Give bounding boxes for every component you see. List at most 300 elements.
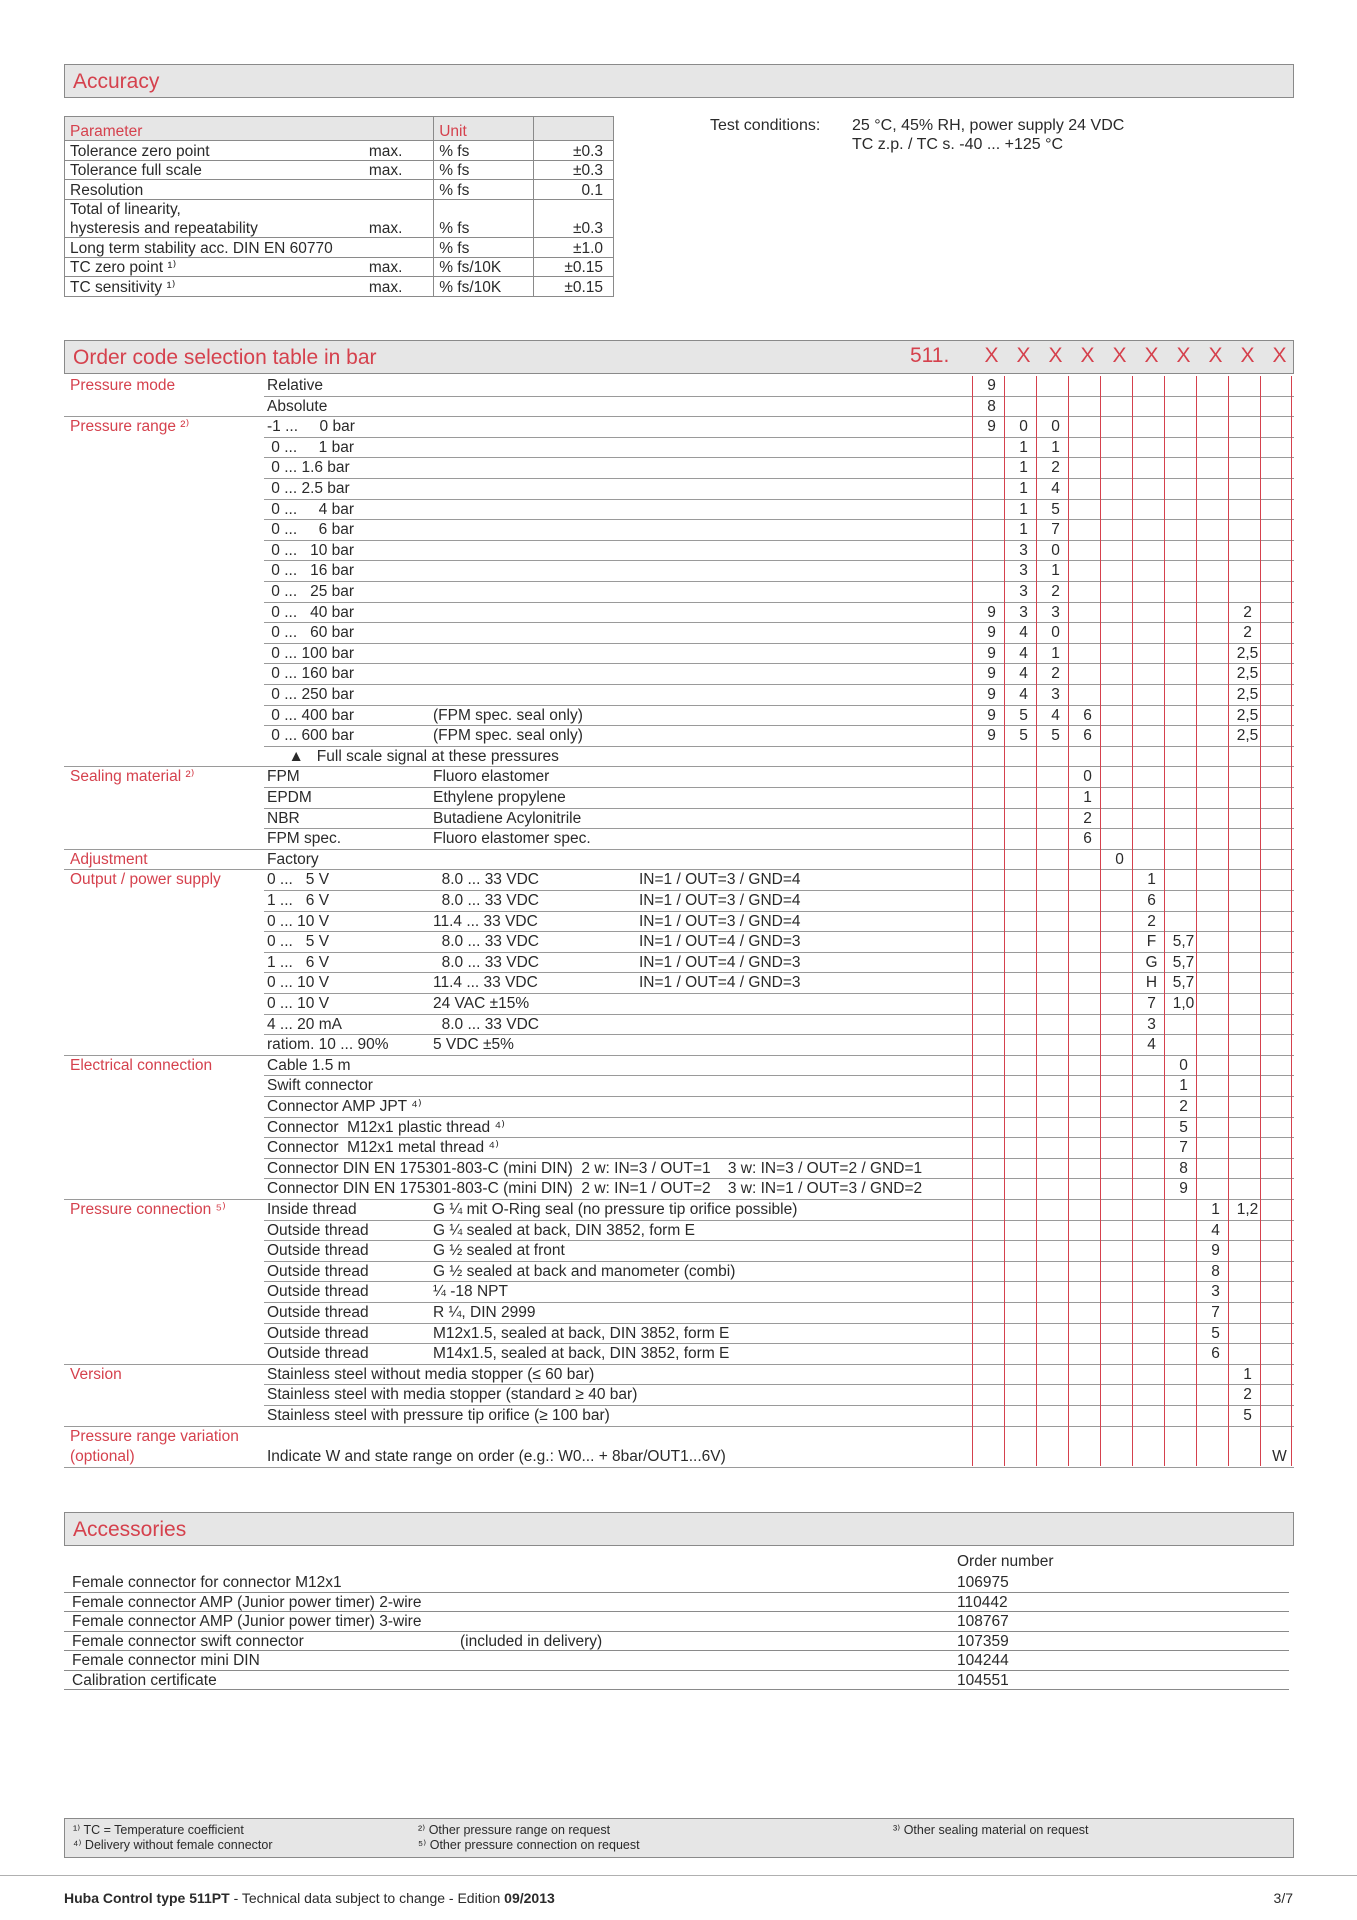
description: 0 ... 16 bar	[267, 562, 355, 580]
order-row	[64, 520, 1294, 541]
code-cell: 1	[1051, 644, 1060, 662]
order-number: 104551	[957, 1671, 1009, 1689]
detail: (FPM spec. seal only)	[433, 727, 583, 745]
description: Outside thread	[267, 1283, 369, 1301]
test-conditions-label: Test conditions:	[710, 117, 821, 134]
detail: R ¼, DIN 2999	[433, 1304, 536, 1321]
code-cell: F	[1146, 933, 1157, 951]
code-cell: 2	[1083, 809, 1092, 827]
code-cell: 9	[987, 624, 996, 642]
order-number: 106975	[957, 1574, 1009, 1591]
code-cell: 7	[1147, 995, 1156, 1012]
code-cell: 7	[1211, 1304, 1220, 1321]
code-cell: 2,5	[1236, 644, 1259, 662]
code-cell: 4	[1019, 624, 1028, 642]
code-cell: 2	[1243, 1386, 1252, 1404]
code-cell: 3	[1019, 603, 1028, 621]
accuracy-table-header	[65, 117, 614, 141]
category-label: Version	[70, 1365, 122, 1383]
description: 0 ... 40 bar	[267, 603, 355, 621]
qualifier-cell: max.	[364, 277, 434, 297]
description: Stainless steel with media stopper (standard ≥ 40 bar)	[267, 1386, 638, 1404]
code-cell: 5,7	[1172, 974, 1195, 992]
accessory-row	[64, 1632, 1289, 1652]
pin-assignment: IN=1 / OUT=4 / GND=3	[639, 953, 801, 971]
order-row	[64, 1365, 1294, 1386]
code-cell: 1	[1243, 1365, 1252, 1383]
order-row	[64, 1179, 1294, 1200]
accuracy-row	[65, 277, 614, 297]
pin-assignment: IN=1 / OUT=4 / GND=3	[639, 933, 801, 951]
order-row	[64, 953, 1294, 974]
order-row	[64, 912, 1294, 933]
detail: G ¼ mit O-Ring seal (no pressure tip orifice possible)	[433, 1201, 798, 1218]
order-row	[64, 1076, 1294, 1097]
description: 0 ... 10 V	[267, 995, 330, 1012]
description: Outside thread	[267, 1304, 369, 1321]
code-cell: 3	[1211, 1283, 1220, 1301]
unit-cell: % fs/10K	[434, 257, 534, 277]
order-row	[64, 870, 1294, 891]
code-cell: 9	[1179, 1180, 1188, 1198]
order-row	[64, 788, 1294, 809]
unit-header: Unit	[434, 117, 534, 141]
parameter-cell: Resolution	[65, 180, 364, 200]
order-row	[64, 458, 1294, 479]
accessories-title: Accessories	[73, 1518, 187, 1541]
code-cell: 0	[1051, 541, 1060, 559]
pin-assignment: IN=1 / OUT=3 / GND=4	[639, 892, 801, 909]
order-code-position-9: X	[1240, 344, 1255, 367]
footer-edition: 09/2013	[504, 1890, 555, 1906]
footnote-1: ¹⁾ TC = Temperature coefficient	[73, 1823, 244, 1837]
order-row	[64, 603, 1294, 624]
code-cell: 1	[1051, 438, 1060, 456]
description: 0 ... 2.5 bar	[267, 480, 350, 497]
category-label: Adjustment	[70, 850, 148, 868]
order-row	[64, 767, 1294, 788]
qualifier-cell	[364, 199, 434, 218]
accessory-name: Female connector swift connector	[72, 1632, 304, 1650]
column-divider	[1164, 376, 1165, 1466]
description: 0 ... 100 bar	[267, 644, 355, 662]
parameter-cell: hysteresis and repeatability	[65, 218, 364, 238]
order-row	[64, 1097, 1294, 1118]
category-label: Pressure range ²⁾	[70, 418, 190, 436]
description: ratiom. 10 ... 90%	[267, 1036, 389, 1054]
code-cell: 4	[1019, 644, 1028, 662]
description: 0 ... 600 bar	[267, 727, 355, 745]
order-row	[64, 1447, 1294, 1468]
order-row	[64, 747, 1294, 768]
code-cell: 5	[1019, 727, 1028, 745]
accuracy-row	[65, 218, 614, 238]
code-cell: 2	[1051, 583, 1060, 600]
code-cell: 5	[1051, 500, 1060, 518]
code-cell: 2	[1243, 603, 1252, 621]
description: Connector DIN EN 175301-803-C (mini DIN) 2 w: IN=3 / OUT=1 3 w: IN=3 / OUT=2 / GND=1	[267, 1159, 923, 1177]
order-row	[64, 644, 1294, 665]
category-label: Output / power supply	[70, 871, 221, 889]
order-row	[64, 479, 1294, 500]
value-cell: ±0.3	[534, 218, 614, 238]
unit-cell: % fs	[434, 218, 534, 238]
column-divider	[1068, 376, 1069, 1466]
accessory-name: Female connector for connector M12x1	[72, 1574, 342, 1591]
unit-cell: % fs	[434, 180, 534, 200]
unit-cell: % fs	[434, 141, 534, 161]
code-cell: 4	[1019, 686, 1028, 703]
code-cell: 6	[1083, 706, 1092, 724]
code-cell: 5	[1019, 706, 1028, 724]
code-cell: 1	[1019, 459, 1028, 477]
description: 0 ... 10 V	[267, 974, 330, 992]
order-code-prefix: 511.	[910, 344, 950, 367]
order-code-position-5: X	[1112, 344, 1127, 367]
order-row	[64, 685, 1294, 706]
order-row	[64, 850, 1294, 871]
category-label: Pressure mode	[70, 377, 176, 394]
order-row	[64, 1324, 1294, 1345]
description: Outside thread	[267, 1221, 369, 1239]
parameter-cell: TC sensitivity ¹⁾	[65, 277, 364, 297]
value-header	[534, 117, 614, 141]
accessory-row	[64, 1651, 1289, 1671]
code-cell: 2,5	[1236, 706, 1259, 724]
code-cell: 0	[1051, 418, 1060, 436]
footnote-5: ⁵⁾ Other pressure connection on request	[418, 1838, 640, 1852]
code-cell: 2	[1147, 912, 1156, 930]
description: Outside thread	[267, 1242, 369, 1260]
order-code-position-4: X	[1080, 344, 1095, 367]
accessory-note: (included in delivery)	[460, 1632, 603, 1650]
code-cell: 4	[1051, 480, 1060, 497]
code-cell: 6	[1147, 892, 1156, 909]
code-cell: 9	[987, 377, 996, 394]
order-row	[64, 397, 1294, 418]
code-cell: H	[1145, 974, 1158, 992]
code-cell: 3	[1019, 541, 1028, 559]
order-row	[64, 1138, 1294, 1159]
code-cell: 3	[1019, 562, 1028, 580]
description: ▲ Full scale signal at these pressures	[267, 747, 559, 765]
accuracy-header	[64, 64, 1294, 98]
column-divider	[1004, 376, 1005, 1466]
code-cell: 2,5	[1236, 665, 1259, 683]
description: Outside thread	[267, 1324, 369, 1342]
order-row	[64, 500, 1294, 521]
order-row	[64, 1241, 1294, 1262]
order-row	[64, 582, 1294, 603]
column-divider	[972, 376, 973, 1466]
order-code-position-10: X	[1272, 344, 1287, 367]
qualifier-cell: max.	[368, 220, 403, 237]
description: 1 ... 6 V	[267, 892, 330, 909]
order-row	[64, 664, 1294, 685]
accuracy-row	[65, 199, 614, 218]
description: Stainless steel with pressure tip orifice (≥ 100 bar)	[267, 1407, 610, 1424]
description: Factory	[267, 850, 319, 868]
accuracy-row	[65, 257, 614, 277]
code-cell: 0	[1179, 1056, 1188, 1074]
description: 0 ... 4 bar	[267, 500, 355, 518]
code-cell: 2	[1179, 1098, 1188, 1115]
order-row	[64, 932, 1294, 953]
footer-divider	[0, 1875, 1357, 1876]
column-divider	[1228, 376, 1229, 1466]
order-row	[64, 623, 1294, 644]
code-cell: 8	[987, 397, 996, 415]
detail: 8.0 ... 33 VDC	[433, 871, 539, 889]
accessory-name: Female connector mini DIN	[72, 1652, 260, 1669]
code-cell: 5	[1179, 1118, 1188, 1136]
order-code-position-3: X	[1048, 344, 1063, 367]
parameter-header: Parameter	[65, 117, 364, 141]
code-cell: 2	[1051, 459, 1060, 477]
description: FPM spec.	[267, 830, 342, 848]
order-row	[64, 1159, 1294, 1180]
detail: Fluoro elastomer spec.	[433, 830, 591, 848]
parameter-cell: TC zero point ¹⁾	[65, 257, 364, 277]
code-cell: 1	[1083, 789, 1092, 806]
description: Inside thread	[267, 1201, 357, 1218]
order-code-position-7: X	[1176, 344, 1191, 367]
detail: G ½ sealed at back and manometer (combi)	[433, 1262, 736, 1280]
value-cell: ±0.15	[534, 277, 614, 297]
order-row	[64, 973, 1294, 994]
description: 0 ... 1.6 bar	[267, 459, 350, 477]
unit-cell	[434, 199, 534, 218]
detail: 5 VDC ±5%	[433, 1036, 514, 1054]
code-cell: 1	[1051, 562, 1060, 580]
description: 0 ... 10 V	[267, 912, 330, 930]
order-row	[64, 994, 1294, 1015]
detail: Butadiene Acylonitrile	[433, 809, 582, 827]
footnotes-box	[64, 1818, 1294, 1858]
description: Stainless steel without media stopper (≤ 60 bar)	[267, 1365, 595, 1383]
qualifier-header	[364, 117, 434, 141]
order-row	[64, 1385, 1294, 1406]
description: Connector M12x1 metal thread ⁴⁾	[267, 1139, 499, 1157]
footer-brand: Huba Control type 511PT	[64, 1890, 230, 1906]
detail: 8.0 ... 33 VDC	[433, 933, 539, 951]
qualifier-cell	[364, 238, 434, 258]
code-cell: 9	[987, 418, 996, 436]
description: Outside thread	[267, 1345, 369, 1363]
unit-cell: % fs	[434, 238, 534, 258]
qualifier-cell: max.	[364, 141, 434, 161]
qualifier-cell	[364, 180, 434, 200]
description: -1 ... 0 bar	[267, 418, 355, 436]
accessory-name: Female connector AMP (Junior power timer) 3-wire	[72, 1613, 422, 1630]
order-row	[64, 1200, 1294, 1221]
detail: M12x1.5, sealed at back, DIN 3852, form E	[433, 1324, 730, 1342]
description: 0 ... 25 bar	[267, 583, 355, 600]
detail: M14x1.5, sealed at back, DIN 3852, form E	[433, 1345, 730, 1363]
order-row	[64, 809, 1294, 830]
accuracy-table	[64, 116, 614, 297]
footer-note: - Technical data subject to change - Edition	[229, 1890, 505, 1906]
description: Outside thread	[267, 1262, 369, 1280]
order-row	[64, 726, 1294, 747]
order-row	[64, 417, 1294, 438]
code-cell: 4	[1051, 706, 1060, 724]
code-cell: 1	[1211, 1201, 1220, 1218]
code-cell: 0	[1083, 768, 1092, 786]
code-cell: 8	[1211, 1262, 1220, 1280]
accessory-name: Calibration certificate	[72, 1671, 217, 1689]
code-cell: 2,5	[1236, 686, 1259, 703]
accessory-row	[64, 1593, 1289, 1613]
code-cell: 5,7	[1172, 933, 1195, 951]
description: 0 ... 1 bar	[267, 438, 355, 456]
code-cell: 7	[1051, 521, 1060, 539]
code-cell: 3	[1051, 603, 1060, 621]
footnote-3: ³⁾ Other sealing material on request	[893, 1823, 1089, 1837]
code-cell: 1	[1019, 480, 1028, 497]
description: Connector DIN EN 175301-803-C (mini DIN) 2 w: IN=1 / OUT=2 3 w: IN=1 / OUT=3 / GND=2	[267, 1180, 923, 1198]
code-cell: 1,2	[1236, 1201, 1259, 1218]
value-cell	[534, 199, 614, 218]
parameter-cell: Total of linearity,	[65, 199, 364, 218]
order-number-header: Order number	[957, 1553, 1054, 1570]
page-number: 3/7	[1273, 1890, 1293, 1906]
code-cell: 3	[1147, 1015, 1156, 1033]
detail: 11.4 ... 33 VDC	[433, 912, 538, 930]
code-cell: W	[1272, 1448, 1287, 1466]
category-label: Pressure range variation	[70, 1427, 239, 1445]
order-row	[64, 1035, 1294, 1056]
order-number: 110442	[957, 1593, 1008, 1611]
description: NBR	[267, 809, 300, 827]
description: 0 ... 400 bar	[267, 706, 355, 724]
accuracy-title: Accuracy	[73, 70, 160, 93]
accuracy-row	[65, 180, 614, 200]
code-cell: 3	[1019, 583, 1028, 600]
column-divider	[1100, 376, 1101, 1466]
accessory-row	[64, 1612, 1289, 1632]
code-cell: 1	[1019, 438, 1028, 456]
code-cell: 5	[1211, 1324, 1220, 1342]
detail: Fluoro elastomer	[433, 768, 550, 786]
code-cell: G	[1145, 953, 1158, 971]
test-conditions-line-1: 25 °C, 45% RH, power supply 24 VDC	[852, 117, 1125, 134]
order-row	[64, 1118, 1294, 1139]
order-code-grid	[64, 376, 1294, 1466]
order-row	[64, 541, 1294, 562]
detail: 8.0 ... 33 VDC	[433, 953, 539, 971]
order-row	[64, 1015, 1294, 1036]
code-cell: 1	[1019, 500, 1028, 518]
value-cell: ±0.3	[534, 141, 614, 161]
description: FPM	[267, 768, 300, 786]
description: 0 ... 250 bar	[267, 686, 355, 703]
code-cell: 5	[1243, 1407, 1252, 1424]
description: 4 ... 20 mA	[267, 1015, 342, 1033]
detail: 8.0 ... 33 VDC	[433, 1015, 539, 1033]
detail: G ¼ sealed at back, DIN 3852, form E	[433, 1221, 695, 1239]
order-row	[64, 376, 1294, 397]
order-row	[64, 1303, 1294, 1324]
description: EPDM	[267, 789, 312, 806]
code-cell: 6	[1083, 727, 1092, 745]
qualifier-cell: max.	[364, 160, 434, 180]
accessory-name: Female connector AMP (Junior power timer) 2-wire	[72, 1593, 422, 1611]
order-row	[64, 1427, 1294, 1448]
code-cell: 1	[1147, 871, 1156, 889]
code-cell: 6	[1083, 830, 1092, 848]
order-code-position-2: X	[1016, 344, 1031, 367]
pin-assignment: IN=1 / OUT=3 / GND=4	[639, 912, 801, 930]
test-conditions-line-2: TC z.p. / TC s. -40 ... +125 °C	[852, 136, 1064, 153]
order-row	[64, 1262, 1294, 1283]
parameter-cell: Tolerance zero point	[65, 141, 364, 161]
pin-assignment: IN=1 / OUT=4 / GND=3	[639, 974, 801, 992]
detail: 24 VAC ±15%	[433, 995, 530, 1012]
code-cell: 9	[987, 665, 996, 683]
footnote-4: ⁴⁾ Delivery without female connector	[73, 1838, 273, 1852]
accessory-row	[64, 1573, 1289, 1593]
code-cell: 0	[1019, 418, 1028, 436]
description: Absolute	[267, 397, 328, 415]
order-row	[64, 1221, 1294, 1242]
code-cell: 0	[1051, 624, 1060, 642]
accuracy-row	[65, 141, 614, 161]
code-cell: 1	[1179, 1077, 1188, 1095]
order-code-position-6: X	[1144, 344, 1159, 367]
order-row	[64, 561, 1294, 582]
order-number: 108767	[957, 1613, 1009, 1630]
description: 0 ... 60 bar	[267, 624, 355, 642]
parameter-cell: Long term stability acc. DIN EN 60770	[65, 238, 364, 258]
order-row	[64, 1344, 1294, 1365]
code-cell: 7	[1179, 1139, 1188, 1157]
accessories-header	[64, 1512, 1294, 1546]
column-divider	[1036, 376, 1037, 1466]
detail: ¼ -18 NPT	[433, 1283, 508, 1301]
order-row	[64, 1056, 1294, 1077]
order-row	[64, 829, 1294, 850]
code-cell: 9	[987, 686, 996, 703]
column-divider	[1260, 376, 1261, 1466]
value-cell: ±1.0	[534, 238, 614, 258]
description: 0 ... 10 bar	[267, 541, 355, 559]
code-cell: 4	[1019, 665, 1028, 683]
column-divider	[1291, 376, 1292, 1466]
parameter-cell: Tolerance full scale	[65, 160, 364, 180]
description: Connector M12x1 plastic thread ⁴⁾	[267, 1118, 505, 1136]
description: 0 ... 160 bar	[267, 665, 355, 683]
code-cell: 9	[987, 603, 996, 621]
qualifier-cell: max.	[364, 257, 434, 277]
code-cell: 6	[1211, 1345, 1220, 1363]
description: 0 ... 5 V	[267, 871, 330, 889]
detail: G ½ sealed at front	[433, 1242, 565, 1260]
code-cell: 4	[1147, 1036, 1156, 1054]
unit-cell: % fs	[434, 160, 534, 180]
order-code-title: Order code selection table in bar	[73, 346, 377, 369]
unit-cell: % fs/10K	[434, 277, 534, 297]
detail: (FPM spec. seal only)	[433, 706, 583, 724]
order-row	[64, 438, 1294, 459]
detail: 8.0 ... 33 VDC	[433, 892, 539, 909]
footer-text	[64, 1890, 555, 1906]
description: 0 ... 5 V	[267, 933, 330, 951]
code-cell: 3	[1051, 686, 1060, 703]
order-row	[64, 706, 1294, 727]
code-cell: 2	[1243, 624, 1252, 642]
column-divider	[1132, 376, 1133, 1466]
